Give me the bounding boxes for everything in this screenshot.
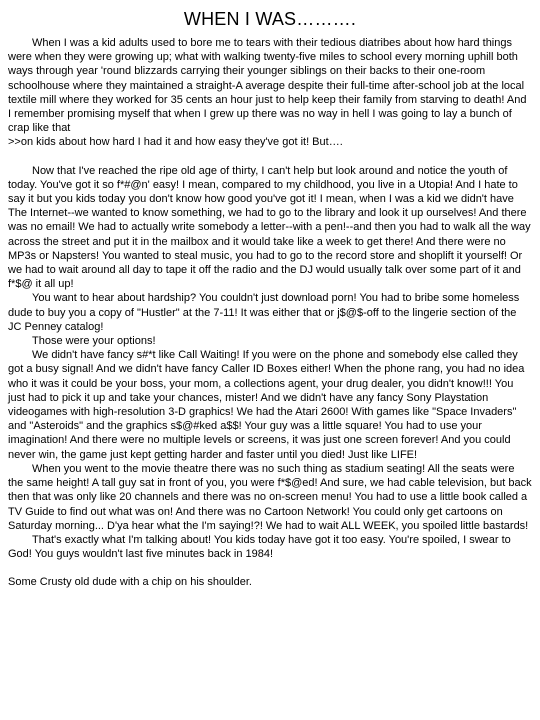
paragraph-hardship: You want to hear about hardship? You couldn't just download porn! You had to bribe some homeless dude to buy you a copy of "Hustler" at the 7-11! It was either that or j$@$-off to the lingerie section of the JC Penney catalog! (8, 292, 520, 333)
paragraph-call-waiting: We didn't have fancy s#*t like Call Waiting! If you were on the phone and somebody else called they got a busy signal! And we didn't have fancy Caller ID Boxes either! When the phone rang, you had no idea who it was it could be your boss, your mom, a collections agent, your drug dealer, you didn't know!!! You just had to pick it up and take your chances, mister! And we didn't have any fancy Sony Playstation videogames with high-resolution 3-D graphics! We had the Atari 2600! With games like "Space Invaders" and "Asteroids" and the graphics s$@#ked a$$! Your guy was a little square! You had to use your imagination! And there were no multiple levels or screens, it was just one screen forever! And you could never win, the game just kept getting harder and faster until you died! Just like LIFE! (8, 349, 525, 461)
paragraph-gap (8, 561, 532, 575)
paragraph-movie-theatre: When you went to the movie theatre there was no such thing as stadium seating! All the seats were the same height! A tall guy sat in front of you, you were f*$@ed! And sure, we had cable television, but back then that was only like 20 channels and there was no on-screen menu! You had to use a little book called a TV Guide to find out what was on! And there was no Cartoon Network! You could only get cartoons on Saturday morning... D'ya hear what the I'm saying!?! We had to wait ALL WEEK, you spoiled little bastards! (8, 462, 532, 532)
signature: Some Crusty old dude with a chip on his shoulder. (8, 576, 252, 589)
paragraph-conclusion: That's exactly what I'm talking about! You kids today have got it too easy. You're spoiled, I swear to God! You guys wouldn't last five minutes back in 1984! (8, 533, 511, 561)
paragraph-youth-of-today: Now that I've reached the ripe old age of thirty, I can't help but look around and notice the youth of today. You've got it so f*#@n' easy! I mean, compared to my childhood, you live in a Utopia! And I hate to say it but you kids today you don't know how good you've got it! I mean, when I was a kid we didn't have The Internet--we wanted to know something, we had to go to the library and look it up ourselves! And there was no email! We had to actually write somebody a letter--with a pen!--and then you had to walk all the way across the street and put it in the mailbox and it would take like a week to get there! And there were no MP3s or Napsters! You wanted to steal music, you had to go to the record store and shoplift it yourself! Or we had to wait around all day to tape it off the radio and the DJ would usually talk over some part of it and f*$@ it all up! (8, 164, 531, 291)
paragraph-childhood-lectures: When I was a kid adults used to bore me to tears with their tedious diatribes about how hard things were when they were growing up; what with walking twenty-five miles to school every morning uphill both ways through year 'round blizzards carrying their younger siblings on their backs to their one-room schoolhouse where they maintained a straight-A average despite their full-time after-school job at the local textile mill where they worked for 35 cents an hour just to help keep their family from starving to death! And I remember promising myself that when I grew up there was no way in hell I was going to lay a bunch of crap like that (8, 37, 527, 135)
paragraph-gap (8, 150, 532, 164)
paragraph-but: >>on kids about how hard I had it and how easy they've got it! But…. (8, 136, 343, 149)
paragraph-options: Those were your options! (32, 335, 156, 348)
page-title: WHEN I WAS………. (183, 9, 357, 29)
document-page (8, 8, 532, 589)
